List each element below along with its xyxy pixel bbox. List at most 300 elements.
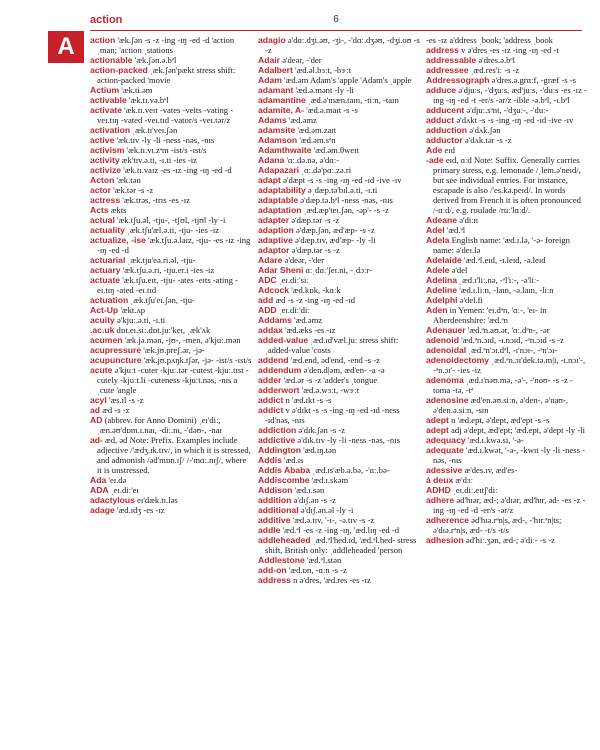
headword: actor: [90, 185, 112, 195]
pronunciation: ə'dɪʃ.ən.əl -ly -i: [300, 505, 354, 515]
headword: Adamthwaite: [258, 145, 312, 155]
pronunciation: æk'tɪv.ə.ti, -ɪ.ti -ies -iz: [121, 155, 197, 165]
pronunciation: ə'dæp.tər -s -z: [291, 245, 340, 255]
dictionary-entry: [258, 105, 420, 115]
pronunciation: ˌæd.ᵊl'hed.ɪd, 'æd.ᵊl.hed- stress shift, British only: ˌaddleheaded 'person: [265, 535, 417, 555]
dictionary-entry: [258, 75, 420, 85]
headword: address: [426, 45, 459, 55]
headword: adaption: [258, 225, 294, 235]
headword: acumen: [90, 335, 123, 345]
dictionary-entry: [90, 175, 252, 185]
pronunciation: ə'dʌk.ʃən: [469, 125, 501, 135]
pronunciation: ə'del: [451, 265, 468, 275]
pronunciation: ˌæk.tʃu'eɪ.ʃən, -tju-: [130, 295, 195, 305]
dictionary-entry: [90, 105, 252, 125]
dictionary-entry: [258, 255, 420, 265]
headword: addleheaded: [258, 535, 311, 545]
dictionary-entry: [258, 505, 420, 515]
pronunciation: 'ɑː.də.nə, ə'dɑː-: [286, 155, 340, 165]
headword: adducent: [426, 105, 465, 115]
headword: Addington: [258, 445, 301, 455]
dictionary-entry: [90, 135, 252, 145]
column-right: [426, 35, 588, 545]
headword: adenosine: [426, 395, 469, 405]
pronunciation: 'æk.jʊ.preʃ.ər, -jə-: [143, 345, 205, 355]
dictionary-entry: [90, 255, 252, 265]
pronunciation: 'æk.jə.mən, -jʊ-, -men, ə'kjuː.mən: [124, 335, 241, 345]
headword: Addams: [258, 315, 292, 325]
dictionary-entry: [258, 405, 420, 425]
pronunciation: 'æd.ɪdʒ -es -ɪz: [117, 505, 165, 515]
headword: adhesion: [426, 535, 464, 545]
dictionary-entry: [90, 225, 252, 235]
pronunciation: ˌæd.ᵊn'ɔɪ.dᵊl, -ɪ'nɔɪ-, -ᵊn'ɔɪ-: [468, 345, 558, 355]
headword: addictive: [258, 435, 296, 445]
pronunciation: ə'dɑː.dʒi.əʊ, -ʒi-, -'dɑː.dʒəʊ, -dʒi.oʊ -s -z: [265, 35, 420, 55]
pronunciation: æd -s -z: [102, 405, 130, 415]
dictionary-entry: [90, 365, 252, 395]
headword: acuity: [90, 315, 115, 325]
dictionary-entry: [426, 375, 588, 395]
pronunciation: eɪd, ɑːd Note: Suffix. Generally carries primary stress, e.g. lemonade /ˌlem.ə'neɪd/, but see individual entries. For instance, escapade is also /'es.kə.peɪd/. In words derived from French it is often pronounced /-ɑːd/, e.g. roulade /ruː'lɑːd/.: [433, 155, 581, 215]
pronunciation: ə'dɪk.ʃən -s -z: [298, 425, 346, 435]
dictionary-entry: [426, 435, 588, 445]
dictionary-entry: [258, 135, 420, 145]
dictionary-entry: [258, 145, 420, 155]
pronunciation: 'æd.əm Adam's 'apple 'Adam's ˌapple: [284, 75, 412, 85]
pronunciation: ˌæd.ɪ'liː.nə, -ᵊl'iː-, -ə'liː-: [459, 275, 540, 285]
dictionary-entry: [90, 435, 252, 475]
pronunciation: ə'dʌkt -s -s -ing -ɪŋ -ed -ɪd -ive -ɪv: [456, 115, 574, 125]
dictionary-entry: [258, 355, 420, 365]
pronunciation: v ə'dres -es -ɪz -ing -ɪŋ -ed -t: [461, 45, 559, 55]
pronunciation: ɑːˌdɑː'ʃeɪ.ni, -ˌdɔːr-: [305, 265, 372, 275]
dictionary-entry: [426, 305, 588, 325]
dictionary-entry: [90, 395, 252, 405]
guide-word: action: [90, 14, 123, 26]
headword: AD: [90, 415, 103, 425]
dictionary-entry: [426, 115, 588, 125]
headword: add-on: [258, 565, 287, 575]
dictionary-entry: [258, 445, 420, 455]
headword: adduce: [426, 85, 457, 95]
headword: addition: [258, 495, 292, 505]
dictionary-entry: [90, 505, 252, 515]
dictionary-entry: [426, 145, 588, 155]
headword: action: [90, 35, 116, 45]
dictionary-entry: [90, 345, 252, 355]
headword: Adcock: [258, 285, 290, 295]
pronunciation: 'æk.tər -s -z: [113, 185, 154, 195]
pronunciation: 'æk.tɪ.vaɪz -es -ɪz -ing -ɪŋ -ed -d: [123, 165, 232, 175]
headword: add: [258, 295, 274, 305]
dictionary-entry: [90, 325, 252, 335]
pronunciation: ˌeɪ.diː'diː: [278, 305, 310, 315]
headword: acyl: [90, 395, 107, 405]
dictionary-entry: [258, 515, 420, 525]
pronunciation: ˌæk.tʃu'æl.ə.ti, -tju- -ies -iz: [127, 225, 220, 235]
dictionary-entry: [90, 65, 252, 85]
headword: active: [90, 135, 115, 145]
dictionary-entry: [426, 515, 588, 535]
dictionary-entry: [90, 155, 252, 165]
dictionary-entry: [90, 415, 252, 435]
headword: actualize, -ise: [90, 235, 146, 245]
dictionary-entry: [426, 395, 588, 415]
dictionary-entry: [258, 245, 420, 255]
pronunciation: æd'en.əʊ.siːn, ə'den-, ə'naʊ-, ə'den.ə.siːn, -sɪn: [433, 395, 569, 415]
dictionary-entry: [258, 465, 420, 475]
dictionary-entry: [258, 425, 420, 435]
dictionary-entry: [90, 335, 252, 345]
pronunciation: ə'djuːs, -'dʒuːs, æd'juːs, -'duːs -es -ɪz -ing -ɪŋ -ed -t -er/s -ər/z -ible -ə.bᵊl, -ɪ.bᵊl: [433, 85, 587, 105]
dictionary-entry: [258, 455, 420, 465]
dictionary-entry: [258, 475, 420, 485]
dictionary-entry: [258, 395, 420, 405]
dictionary-entry: [258, 155, 420, 165]
headword: Adelphi: [426, 295, 458, 305]
pronunciation: 'æd.ər -s -z 'adder's ˌtongue: [283, 375, 378, 385]
pronunciation: (abbrev. for Anno Domini) ˌeɪ'diː, ˌæn.əʊ'dɒm.ɪ.naɪ, -diː.nɪ, -'dəʊ-, -naɪ: [97, 415, 222, 435]
dictionary-entry: [426, 415, 588, 425]
pronunciation: eɪ'dæk.tɪ.ləs: [137, 495, 178, 505]
dictionary-entry: [426, 255, 588, 265]
dictionary-entry: [90, 275, 252, 295]
headword: addendum: [258, 365, 302, 375]
dictionary-entry: [426, 445, 588, 465]
pronunciation: ə'dɪʃ.ən -s -z: [293, 495, 336, 505]
pronunciation: ə'del.fi: [459, 295, 483, 305]
headword: Ada: [90, 475, 107, 485]
pronunciation: ə'dæp.tə.bᵊl -ness -nəs, -nɪs: [300, 195, 393, 205]
headword: adenoid: [426, 335, 459, 345]
pronunciation: ˌeɪ.diː.eɪtʃ'diː: [452, 485, 498, 495]
headword: acute: [90, 365, 113, 375]
headword: activize: [90, 165, 122, 175]
headword: actuate: [90, 275, 121, 285]
headword: ADHD: [426, 485, 451, 495]
dictionary-entry: [426, 65, 588, 75]
pronunciation: ˌæd.ɪ'nəʊ.mə, -ə'-, -'noʊ- -s -z -toma -tə, -tᵊ: [433, 375, 573, 395]
pronunciation: 'eɪ.də: [108, 475, 127, 485]
pronunciation: 'ækt.ʌp: [120, 305, 146, 315]
dictionary-entry: [258, 365, 420, 375]
pronunciation: 'æs.ɪl -s -z: [108, 395, 144, 405]
pronunciation: æd -s -z -ing -ɪŋ -ed -ɪd: [275, 295, 356, 305]
pronunciation: æ'des.ɪv, æd'es-: [464, 465, 518, 475]
pronunciation: ə'deər, -'der: [282, 55, 322, 65]
dictionary-entry: [258, 315, 420, 325]
headword: acupressure: [90, 345, 142, 355]
dictionary-entry: [258, 115, 420, 125]
headword: Addlestone: [258, 555, 305, 565]
headword: adactylous: [90, 495, 135, 505]
dictionary-entry: [426, 225, 588, 235]
headword: activation: [90, 125, 131, 135]
headword: activism: [90, 145, 125, 155]
pronunciation: ə'dæp.tər -s -z: [291, 215, 340, 225]
dictionary-entry: [258, 565, 420, 575]
pronunciation: ˌæd.res'iː -s -z: [470, 65, 520, 75]
dictionary-entry: [90, 485, 252, 495]
pronunciation: 'æd.ə.mənt -ly -li: [295, 85, 354, 95]
headword: activable: [90, 95, 127, 105]
headword: adenoidal: [426, 345, 467, 355]
headword: Adams: [258, 115, 287, 125]
pronunciation: 'æd.ə.wɜːt, -wɝːt: [301, 385, 360, 395]
headword: activity: [90, 155, 120, 165]
dictionary-entry: [258, 125, 420, 135]
headword: Addis: [258, 455, 282, 465]
headword: Adenauer: [426, 325, 466, 335]
dictionary-entry: [258, 195, 420, 205]
dictionary-entry: [426, 325, 588, 335]
dictionary-entry: [258, 265, 420, 275]
headword: adduction: [426, 125, 468, 135]
dictionary-entry: [258, 175, 420, 185]
pronunciation: 'æd.ᵊl.stən: [306, 555, 342, 565]
headword: Acts: [90, 205, 109, 215]
pronunciation: ə'djuː.sᵊnt, -'dʒuː-, -'duː-: [466, 105, 549, 115]
pronunciation: 'æd.ɪ.skəm: [311, 475, 349, 485]
dictionary-entry: [258, 325, 420, 335]
pronunciation: 'æd.ɪ.kwə.si, '-ə-: [467, 435, 524, 445]
headword: Adela: [426, 235, 450, 245]
dictionary-entry: [426, 85, 588, 105]
pronunciation: æd, əd Note: Prefix. Examples include adjective /'ædʒ.ɪk.tɪv/, in which it is stressed, and admonish /əd'mɒn.ɪʃ/ /-'mɑː.nɪʃ/, where it is unstressed.: [97, 435, 251, 475]
dictionary-entry: [90, 195, 252, 205]
dictionary-entry: [258, 95, 420, 105]
pronunciation: 'æk.tɪ.vɪ.zᵊm -ist/s -ɪst/s: [126, 145, 207, 155]
pronunciation: 'æk.tʃu.əl, -tju-, -tʃʊl, -tjʊl -ly -i: [117, 215, 226, 225]
headword: adamant: [258, 85, 294, 95]
pronunciation: 'æk.tʃu.eɪt, -tju- -ates -eɪts -ating -eɪ.tɪŋ -ated -eɪ.tɪd: [97, 275, 238, 295]
dictionary-entry: [426, 125, 588, 135]
page-number: 6: [333, 14, 339, 25]
dictionary-entry: [90, 315, 252, 325]
headword: adamantine: [258, 95, 306, 105]
headword: Act-Up: [90, 305, 119, 315]
dictionary-entry: [426, 475, 588, 485]
headword: adderwort: [258, 385, 300, 395]
dictionary-entry: [90, 235, 252, 255]
pronunciation: 'æd.ɪ.kwət, '-ə-, -kwɪt -ly -li -ness -nəs, -nɪs: [433, 445, 585, 465]
pronunciation: əˌdæp.tə'bɪl.ə.ti, -ɪ.ti: [307, 185, 378, 195]
pronunciation: æ'dɜː: [455, 475, 473, 485]
pronunciation: English name: 'æd.ɪ.lə, '-ə- foreign name: ə'deɪ.lə: [433, 235, 570, 255]
headword: adagio: [258, 35, 286, 45]
headword: Adeline: [426, 285, 458, 295]
headword: Adeane: [426, 215, 458, 225]
headword: Addison: [258, 485, 293, 495]
pronunciation: 'æd.ɪŋ.tən: [303, 445, 337, 455]
headword: actionable: [90, 55, 133, 65]
pronunciation: 'æk.trəs, -trɪs -es -ɪz: [122, 195, 190, 205]
pronunciation: 'æd.ᵊn.ɔɪd, -ɪ.nɔɪd, -ᵊn.ɔɪd -s -z: [461, 335, 564, 345]
pronunciation: 'æd.ᵊl -es -z -ing -ɪŋ, 'æd.lɪŋ -ed -d: [282, 525, 400, 535]
headword: adherence: [426, 515, 469, 525]
headword: addiction: [258, 425, 297, 435]
dictionary-entry: [426, 485, 588, 495]
dictionary-entry: [90, 305, 252, 315]
pronunciation: əd'hiː.ʒən, æd-; ə'diː- -s -z: [465, 535, 555, 545]
pronunciation: 'æk.tɪ.veɪt -vates -veits -vating -veɪ.tɪŋ -vated -veɪ.tɪd -vator/s -veɪ.tər/z: [97, 105, 234, 125]
headword: actuality: [90, 225, 125, 235]
pronunciation: ə'kjuːt -cuter -kjuː.tər -cutest -kjuː.tɪst -cutely -kjuːt.li -cuteness -kjuːt.nəs, -nɪs aˌcute 'angle: [97, 365, 249, 395]
pronunciation: 'æd.əm.θweɪt: [313, 145, 359, 155]
headword: adamite, A-: [258, 105, 305, 115]
pronunciation: 'æd.ᵊl.eɪd, -ɪ.leɪd, -ə.leɪd: [463, 255, 546, 265]
pronunciation: 'æd.kɒk, -kɑːk: [291, 285, 341, 295]
pronunciation: ˌæd.ə'mæn.taɪn, -tiːn, -taɪn: [307, 95, 399, 105]
headword: Adare: [258, 255, 283, 265]
headword: adder: [258, 375, 282, 385]
headword: addict: [258, 395, 284, 405]
pronunciation: 'æd.ɪ.sən: [294, 485, 325, 495]
dictionary-entry: [426, 335, 588, 345]
dictionary-entry: [258, 85, 420, 95]
headword: Adalbert: [258, 65, 293, 75]
dictionary-entry: [258, 215, 420, 225]
dictionary-entry: [426, 55, 588, 65]
letter-tab: A: [48, 31, 84, 63]
dictionary-entry: [90, 165, 252, 175]
dictionary-entry: [258, 435, 420, 445]
dictionary-entry: [258, 375, 420, 385]
headword: Adelina: [426, 275, 458, 285]
dictionary-entry: [258, 165, 420, 175]
dictionary-entry: [258, 295, 420, 305]
headword: addict: [258, 405, 284, 415]
headword: Adelaide: [426, 255, 462, 265]
dictionary-entry: [426, 105, 588, 115]
dictionary-entry: [90, 145, 252, 155]
pronunciation: əd'hɪər, æd-; ə'dɪər, æd'hɪr, əd- -es -z -ing -ɪŋ -ed -d -er/s -ər/z: [433, 495, 586, 515]
dictionary-entry: [90, 185, 252, 195]
headword: actual: [90, 215, 115, 225]
dictionary-entry: [90, 495, 252, 505]
headword: acupuncture: [90, 355, 142, 365]
pronunciation: ækts: [110, 205, 127, 215]
pronunciation: ə'dæpt -s -s -ing -ɪŋ -ed -ɪd -ive -ɪv: [283, 175, 402, 185]
pronunciation: ˌæd.æp'teɪ.ʃən, -əp'- -s -z: [303, 205, 389, 215]
headword: adapt: [258, 175, 281, 185]
headword: Ade: [426, 145, 443, 155]
headword: addend: [258, 355, 289, 365]
dictionary-entry: [258, 305, 420, 315]
pronunciation: ˌæd.ɪs'æb.ə.bə, -'ɑː.bə-: [312, 465, 390, 475]
dictionary-entry: [90, 295, 252, 305]
dictionary-entry: [426, 215, 588, 225]
pronunciation: ə'dʌk.tər -s -z: [464, 135, 512, 145]
headword: adenoidectomy: [426, 355, 490, 365]
headword: ad-: [90, 435, 103, 445]
headword: adaptability: [258, 185, 306, 195]
headword: adequate: [426, 445, 464, 455]
pronunciation: 'æd.əm.sᵊn: [299, 135, 336, 145]
headword: actuation: [90, 295, 129, 305]
pronunciation: 'æd.ə.maɪt -s -s: [306, 105, 358, 115]
pronunciation: ˌeɪ.diː'siː: [278, 275, 309, 285]
pronunciation: ˌæd.ɪd'væl.juː stress shift: ˌadded-value 'costs: [265, 335, 399, 355]
headword: adhere: [426, 495, 455, 505]
headword: adage: [90, 505, 115, 515]
pronunciation: ə'diːn: [459, 215, 478, 225]
pronunciation: 'æd.ᵊn.aʊ.ər, 'ɑː.dᵊn-, -ər: [467, 325, 550, 335]
headword: addressee: [426, 65, 469, 75]
pronunciation: 'æd.əl.bɜːt, -bɝːt: [295, 65, 352, 75]
headword: actuary: [90, 265, 121, 275]
headword: Addressograph: [426, 75, 490, 85]
pronunciation: ˌæk.ʃən'pækt stress shift: action-packed 'movie: [97, 65, 236, 85]
pronunciation: dɒt.eɪ.siː.dɒt.juː'keɪ, ˌæk'ʌk: [116, 325, 211, 335]
dictionary-entry: [426, 35, 588, 45]
dictionary-entry: [426, 535, 588, 545]
dictionary-entry: [258, 205, 420, 215]
pronunciation: əd'hɪə.rᵊn|s, æd-, -'hɪr.ᵊn|ts; ə'dɪə.rᵊn|s, æd- -t/s -t/s: [433, 515, 562, 535]
dictionary-entry: [258, 555, 420, 565]
headword: ADD: [258, 305, 277, 315]
headword: adaptation: [258, 205, 302, 215]
dictionary-entry: [426, 295, 588, 305]
pronunciation: 'æk.tɪv -ly -li -ness -nəs, -nɪs: [116, 135, 215, 145]
headword: Aden: [426, 305, 448, 315]
dictionary-entry: [426, 265, 588, 275]
dictionary-entry: [258, 65, 420, 75]
headword: Addiscombe: [258, 475, 310, 485]
headword: Adam: [258, 75, 282, 85]
dictionary-entry: [426, 495, 588, 515]
pronunciation: ˌeɪ.diː'eɪ: [110, 485, 139, 495]
pronunciation: n ə'dres, 'æd.res -es -ɪz: [293, 575, 371, 585]
headword: ad: [90, 405, 101, 415]
pronunciation: ə'dæp.ʃən, æd'æp- -s -z: [295, 225, 375, 235]
pronunciation: 'æd.æks -es -ɪz: [285, 325, 336, 335]
dictionary-entry: [258, 285, 420, 295]
pronunciation: in Yemen: 'eɪ.dᵊn, 'ɑː-, 'eɪ- in Aberdeenshire: 'æd.ᵊn: [433, 305, 547, 325]
pronunciation: 'æd.end, əd'end, -end -s -z: [290, 355, 380, 365]
dictionary-entry: [90, 85, 252, 95]
dictionary-entry: [258, 185, 420, 195]
dictionary-entry: [90, 125, 252, 135]
headword: action-packed: [90, 65, 148, 75]
dictionary-entry: [90, 265, 252, 275]
pronunciation: ˌæk.tɪ'veɪ.ʃən: [132, 125, 178, 135]
dictionary-entry: [258, 495, 420, 505]
pronunciation: 'æd.ɪ.liːn, -laɪn, -ə.laɪn, -liːn: [459, 285, 554, 295]
dictionary-entry: [90, 95, 252, 105]
headword: addax: [258, 325, 283, 335]
pronunciation: ə'deər, -'der: [284, 255, 325, 265]
pronunciation: 'æk.tən: [116, 175, 141, 185]
pronunciation: 'æd.ɪs: [284, 455, 304, 465]
dictionary-entry: [426, 355, 588, 375]
dictionary-entry: [258, 55, 420, 65]
dictionary-entry: [426, 465, 588, 475]
headword: Actium: [90, 85, 120, 95]
dictionary-entry: [258, 385, 420, 395]
pronunciation: 'æk.tʃu.ə.ri, -tju.er.i -ies -iz: [122, 265, 215, 275]
dictionary-entry: [426, 75, 588, 85]
dictionary-entry: [90, 405, 252, 415]
headword: Adar Sheni: [258, 265, 304, 275]
pronunciation: 'æd.əmz: [294, 315, 323, 325]
headword: adamsite: [258, 125, 296, 135]
headword: additional: [258, 505, 299, 515]
pronunciation: 'æd.ə.tɪv, '-ɪ-, -ə.tɪv -s -z: [292, 515, 375, 525]
dictionary-entry: [426, 45, 588, 55]
headword: adaptor: [258, 245, 290, 255]
